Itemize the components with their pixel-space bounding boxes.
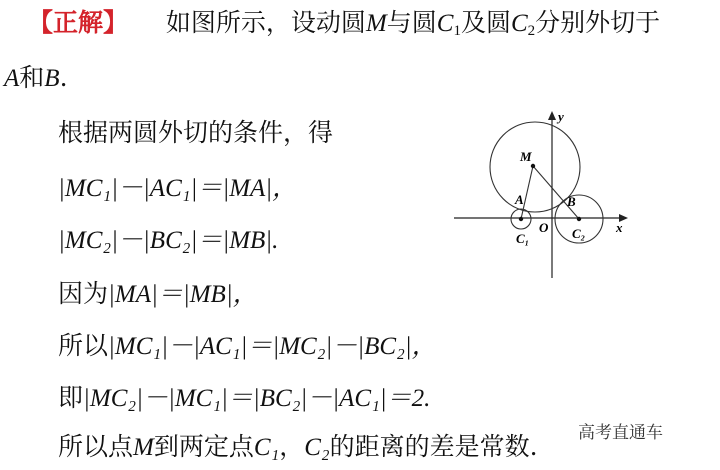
- label-m: M: [520, 149, 532, 164]
- var-m: M: [365, 10, 387, 37]
- y-axis-arrow: [548, 111, 556, 120]
- label-c1: C₁: [516, 231, 530, 246]
- conclusion-var-m: M: [133, 434, 154, 461]
- period: .: [59, 63, 68, 92]
- equation-3: |MA|＝|MB|，: [108, 281, 258, 308]
- therefore-text: 所以: [58, 331, 109, 360]
- conclusion-var-c2: C₂: [304, 434, 330, 461]
- intro-line-1: [28, 8, 660, 46]
- step-condition: 根据两圆外切的条件，得: [58, 118, 334, 147]
- conclusion-var-c1: C₁: [253, 434, 280, 461]
- intro-text-4: 分别外切于: [535, 8, 661, 37]
- circles-figure: [452, 108, 632, 283]
- equation-4: |MC₁|－|AC₁|＝|MC₂|－|BC₂|，: [108, 333, 437, 360]
- var-b: B: [44, 65, 60, 92]
- label-o: O: [539, 220, 549, 235]
- label-a: A: [515, 192, 524, 207]
- conclusion-text-3: 的距离的差是常数.: [329, 432, 538, 461]
- intro-text-3: 及圆: [460, 8, 511, 37]
- conclusion-line: [58, 432, 538, 463]
- var-c2: $C_2$: [510, 10, 536, 39]
- step-that-is: [58, 383, 430, 414]
- label-y: y: [558, 109, 564, 124]
- label-c2: C₂: [572, 226, 586, 241]
- conclusion-text-1: 所以点: [58, 432, 134, 461]
- var-c1: $C_1$: [436, 10, 461, 39]
- equation-5: |MC₂|－|MC₁|＝|BC₂|－|AC₁|＝2.: [83, 385, 431, 412]
- equation-1: |MC₁|－|AC₁|＝|MA|，: [58, 175, 298, 202]
- point-m: [531, 164, 535, 168]
- intro-line-2: [4, 63, 68, 94]
- conclusion-sep: ，: [279, 432, 305, 461]
- var-a: A: [4, 65, 20, 92]
- conclusion-text-2: 到两定点: [153, 432, 254, 461]
- that-is-text: 即: [58, 383, 84, 412]
- intro-text-1: 如图所示，设动圆: [165, 8, 366, 37]
- step-therefore: [58, 331, 437, 362]
- point-c1: [519, 217, 523, 221]
- label-b: B: [567, 194, 576, 209]
- because-text: 因为: [58, 279, 109, 308]
- and-text: 和: [19, 63, 45, 92]
- intro-text-2: 与圆: [386, 8, 437, 37]
- equation-2: |MC₂|－|BC₂|＝|MB|.: [58, 227, 279, 254]
- solution-tag: 【正解】: [28, 8, 129, 37]
- point-c2: [577, 217, 581, 221]
- step-because: [58, 279, 258, 310]
- label-x: x: [616, 220, 623, 235]
- watermark-text: 高考直通车: [578, 423, 663, 443]
